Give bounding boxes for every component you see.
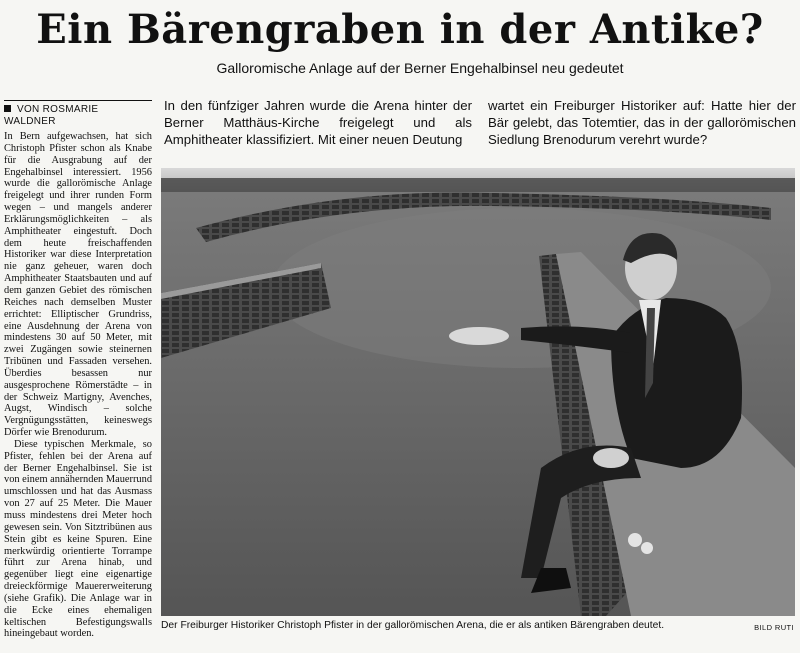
- arena-photo-illustration: [161, 168, 795, 616]
- body-paragraph-1: In Bern aufgewachsen, hat sich Christoph Pfister schon als Knabe für die Ausgrabung auf der Engehalbinsel interessiert. 1956 wurde die gallorömische Anlage freigelegt und ihrer runden Form wegen – und mangels anderer Erklärungsmöglichkeiten – als Amphitheater eingestuft. Doch dem heute freischaffenden Historiker war diese Interpretation nie ganz geheuer, waren doch Amphitheater Staatsbauten und auf dem ganzen Gebiet des römischen Reiches nach demselben Muster errichtet: Elliptischer Grundriss, eine Ausdehnung der Arena von mindestens 30 auf 50 Meter, mit zwei Zugängen sowie steinernen Tribünen und Fassaden versehen. Überdies besassen nur ausgesprochene Römerstädte – in der Schweiz Martigny, Avenches, Augst, Windisch – solche Vergnügungsstätten, keineswegs Dörfer wie Brenodurum.: [4, 131, 152, 439]
- photo-credit: BILD RUTI: [754, 623, 794, 632]
- article-photo: [161, 168, 795, 616]
- byline: [4, 100, 152, 128]
- photo-caption: Der Freiburger Historiker Christoph Pfister in der gallorömischen Arena, die er als antiken Bärengraben deutet.: [161, 620, 665, 631]
- byline-square-icon: [4, 105, 11, 112]
- byline-line-2: WALDNER: [4, 116, 56, 127]
- byline-line-1: VON ROSMARIE: [17, 104, 99, 115]
- intro-text-part-1: In den fünfziger Jahren wurde die Arena hinter der Berner Matthäus-Kirche freigelegt und als Amphitheater klassifiziert. Mit einer neuen Deutung: [164, 98, 472, 147]
- intro-text-part-2: wartet ein Freiburger Historiker auf: Hatte hier der Bär gelebt, das Totemtier, das in der gallorömischen Siedlung Brenodurum verehrt wurde?: [488, 98, 796, 147]
- article-subheadline: Galloromische Anlage auf der Berner Engehalbinsel neu gedeutet: [216, 60, 624, 76]
- body-paragraph-2: Diese typischen Merkmale, so Pfister, fehlen bei der Arena auf der Berner Engehalbinsel. Sie ist von einem annähernden Mauerrund umschlossen und hat das Ausmass von 27 auf 25 Meter. Die Mauer muss mindestens drei Meter hoch gewesen sein. Von Sitztribünen aus Stein gibt es keine Spuren. Eine merkwürdig orientierte Torrampe führt zur Arena hinab, und gegenüber liegt eine eigenartige dreieckförmige Mauererweiterung (siehe Grafik). Die Anlage war in die Ecke eines ehemaligen keltischen Befestigungswalls hineingebaut worden.: [4, 438, 153, 640]
- article-headline: Ein Bärengraben in der Antike?: [36, 6, 764, 53]
- article-body-column: [4, 131, 152, 640]
